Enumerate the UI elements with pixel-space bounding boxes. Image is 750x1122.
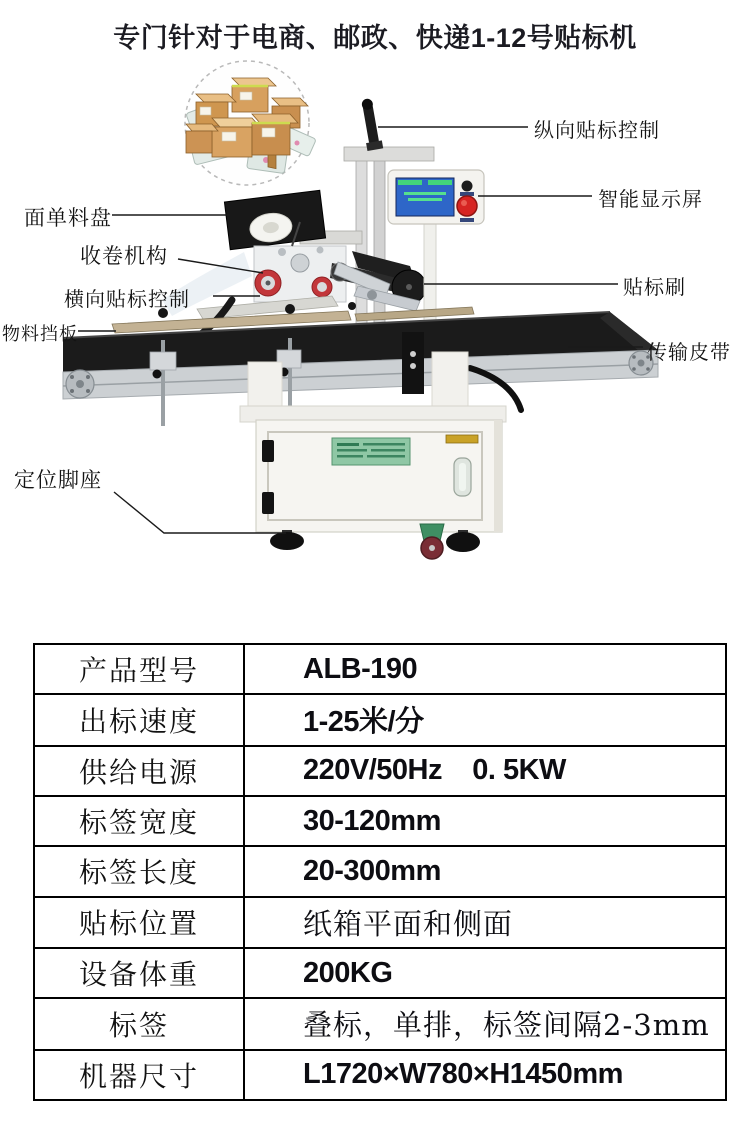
spec-row <box>34 897 726 948</box>
caster-wheel <box>420 524 444 559</box>
spec-label: 标签 <box>34 998 244 1049</box>
spec-label: 标签宽度 <box>34 796 244 846</box>
emergency-stop-button <box>457 196 477 216</box>
spec-value: 1-25米/分 <box>244 694 726 745</box>
gold-sticker <box>446 435 478 443</box>
spec-label: 机器尺寸 <box>34 1050 244 1100</box>
nameplate <box>332 438 410 465</box>
page-title: 专门针对于电商、邮政、快递1-12号贴标机 <box>113 23 637 53</box>
callout-conveyor-belt: 传输皮带 <box>647 340 731 364</box>
package-boxes-inset <box>185 61 316 185</box>
spec-row <box>34 1050 726 1100</box>
door-hinge <box>262 440 274 462</box>
spec-label: 贴标位置 <box>34 897 244 948</box>
spec-row <box>34 796 726 846</box>
callout-smart-display: 智能显示屏 <box>598 187 703 211</box>
door-hinge <box>262 492 274 514</box>
spec-label: 出标速度 <box>34 694 244 745</box>
spec-value: ALB-190 <box>244 644 726 694</box>
positioning-feet <box>270 530 480 552</box>
spec-label: 产品型号 <box>34 644 244 694</box>
spec-row <box>34 998 726 1049</box>
spec-label: 标签长度 <box>34 846 244 896</box>
spec-value: L1720×W780×H1450mm <box>244 1050 726 1100</box>
spec-table <box>33 643 727 1101</box>
spec-row <box>34 746 726 796</box>
spec-table-body <box>34 644 726 1100</box>
callout-rewind-mechanism: 收卷机构 <box>80 244 168 268</box>
spec-value: 纸箱平面和侧面 <box>244 897 726 948</box>
spec-row <box>34 644 726 694</box>
spec-row <box>34 846 726 896</box>
spec-value: 20-300mm <box>244 846 726 896</box>
callout-waybill-tray: 面单料盘 <box>24 206 112 230</box>
spec-value: 叠标，单排，标签间隔2-3mm <box>244 998 726 1049</box>
callout-label-brush: 贴标刷 <box>623 275 686 299</box>
spec-value: 200KG <box>244 948 726 998</box>
spec-value: 220V/50Hz 0. 5KW <box>244 746 726 796</box>
spec-row <box>34 948 726 998</box>
callout-horizontal-label-control: 横向贴标控制 <box>64 287 190 311</box>
spec-label: 供给电源 <box>34 746 244 796</box>
callout-vertical-label-control: 纵向贴标控制 <box>534 118 660 142</box>
spec-label: 设备体重 <box>34 948 244 998</box>
spec-row <box>34 694 726 745</box>
spec-value: 30-120mm <box>244 796 726 846</box>
hmi-knob <box>462 181 473 192</box>
crank-handle <box>359 98 384 151</box>
callout-positioning-foot: 定位脚座 <box>14 468 102 492</box>
callout-material-guide: 物料挡板 <box>2 324 78 345</box>
